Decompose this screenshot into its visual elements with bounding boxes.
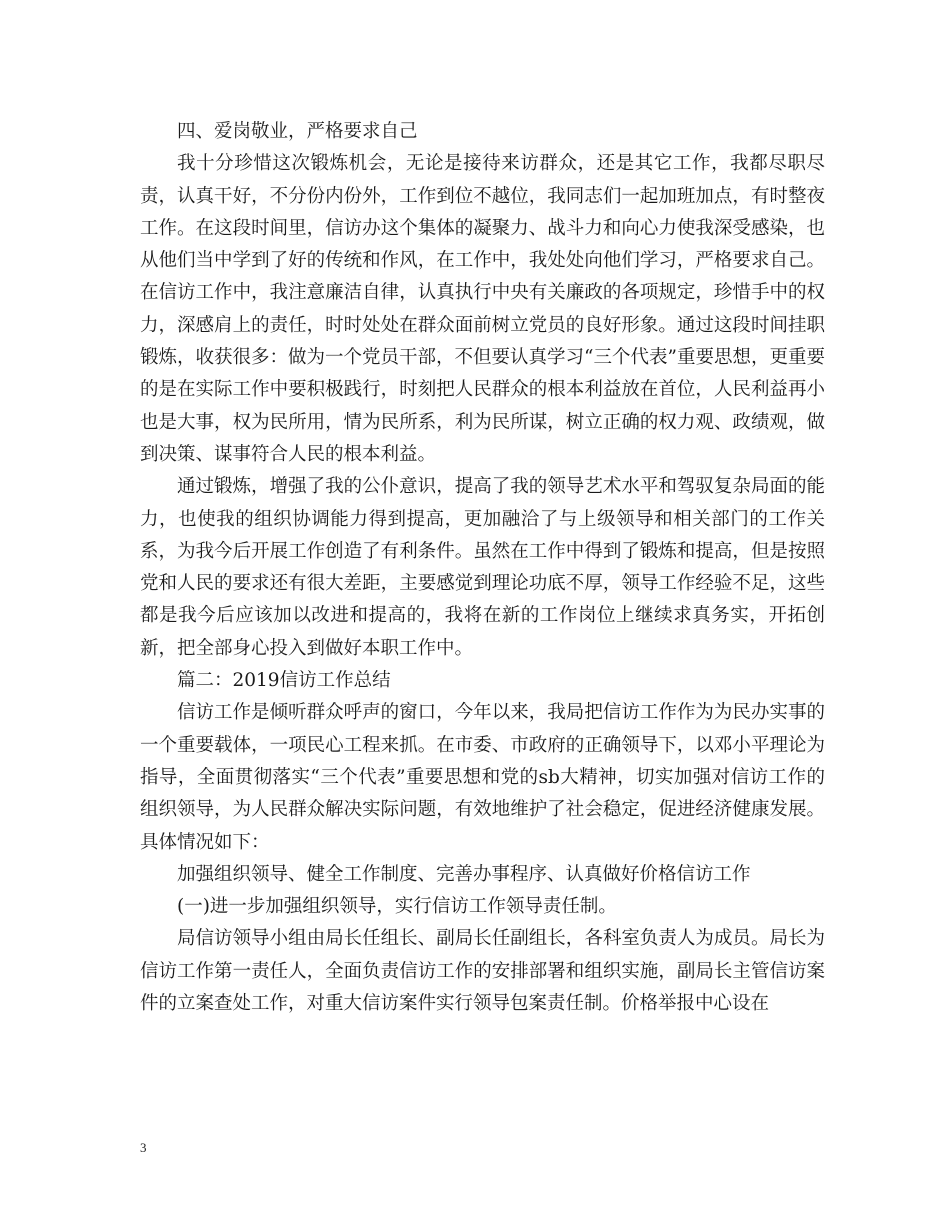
section-heading: 加强组织领导、健全工作制度、完善办事程序、认真做好价格信访工作 (177, 863, 751, 885)
document-body (140, 116, 825, 1020)
paragraph: 局信访领导小组由局长任组长、副局长任副组长，各科室负责人为成员。局长为信访工作第一责任人，全面负责信访工作的安排部署和组织实施，副局长主管信访案件的立案查处工作，对重大信访案件实行领导包案责任制。价格举报中心设在 (140, 928, 825, 1015)
subsection-heading: (一)进一步加强组织领导，实行信访工作领导责任制。 (177, 896, 617, 918)
paragraph: 通过锻炼，增强了我的公仆意识，提高了我的领导艺术水平和驾驭复杂局面的能力，也使我的组织协调能力得到提高，更加融洽了与上级领导和相关部门的工作关系，为我今后开展工作创造了有利条件。虽然在工作中得到了锻炼和提高，但是按照党和人民的要求还有很大差距，主要感觉到理论功底不厚，领导工作经验不足，这些都是我今后应该加以改进和提高的，我将在新的工作岗位上继续求真务实，开拓创新，把全部身心投入到做好本职工作中。 (140, 476, 825, 659)
paragraph: 信访工作是倾听群众呼声的窗口，今年以来，我局把信访工作作为为民办实事的一个重要载体，一项民心工程来抓。在市委、市政府的正确领导下，以邓小平理论为指导，全面贯彻落实“三个代表”重要思想和党的sb大精神，切实加强对信访工作的组织领导，为人民群众解决实际问题，有效地维护了社会稳定，促进经济健康发展。具体情况如下： (140, 702, 825, 853)
paragraph: 我十分珍惜这次锻炼机会，无论是接待来访群众，还是其它工作，我都尽职尽责，认真干好，不分份内份外，工作到位不越位，我同志们一起加班加点，有时整夜工作。在这段时间里，信访办这个集体的凝聚力、战斗力和向心力使我深受感染，也从他们当中学到了好的传统和作风，在工作中，我处处向他们学习，严格要求自己。在信访工作中，我注意廉洁自律，认真执行中央有关廉政的各项规定，珍惜手中的权力，深感肩上的责任，时时处处在群众面前树立党员的良好形象。通过这段时间挂职锻炼，收获很多：做为一个党员干部，不但要认真学习“三个代表”重要思想，更重要的是在实际工作中要积极践行，时刻把人民群众的根本利益放在首位，人民利益再小也是大事，权为民所用，情为民所系，利为民所谋，树立正确的权力观、政绩观，做到决策、谋事符合人民的根本利益。 (140, 153, 825, 465)
chapter-heading: 篇二：2019信访工作总结 (177, 670, 391, 692)
page-number: 3 (140, 1140, 147, 1155)
section-heading: 四、爱岗敬业，严格要求自己 (177, 121, 418, 142)
